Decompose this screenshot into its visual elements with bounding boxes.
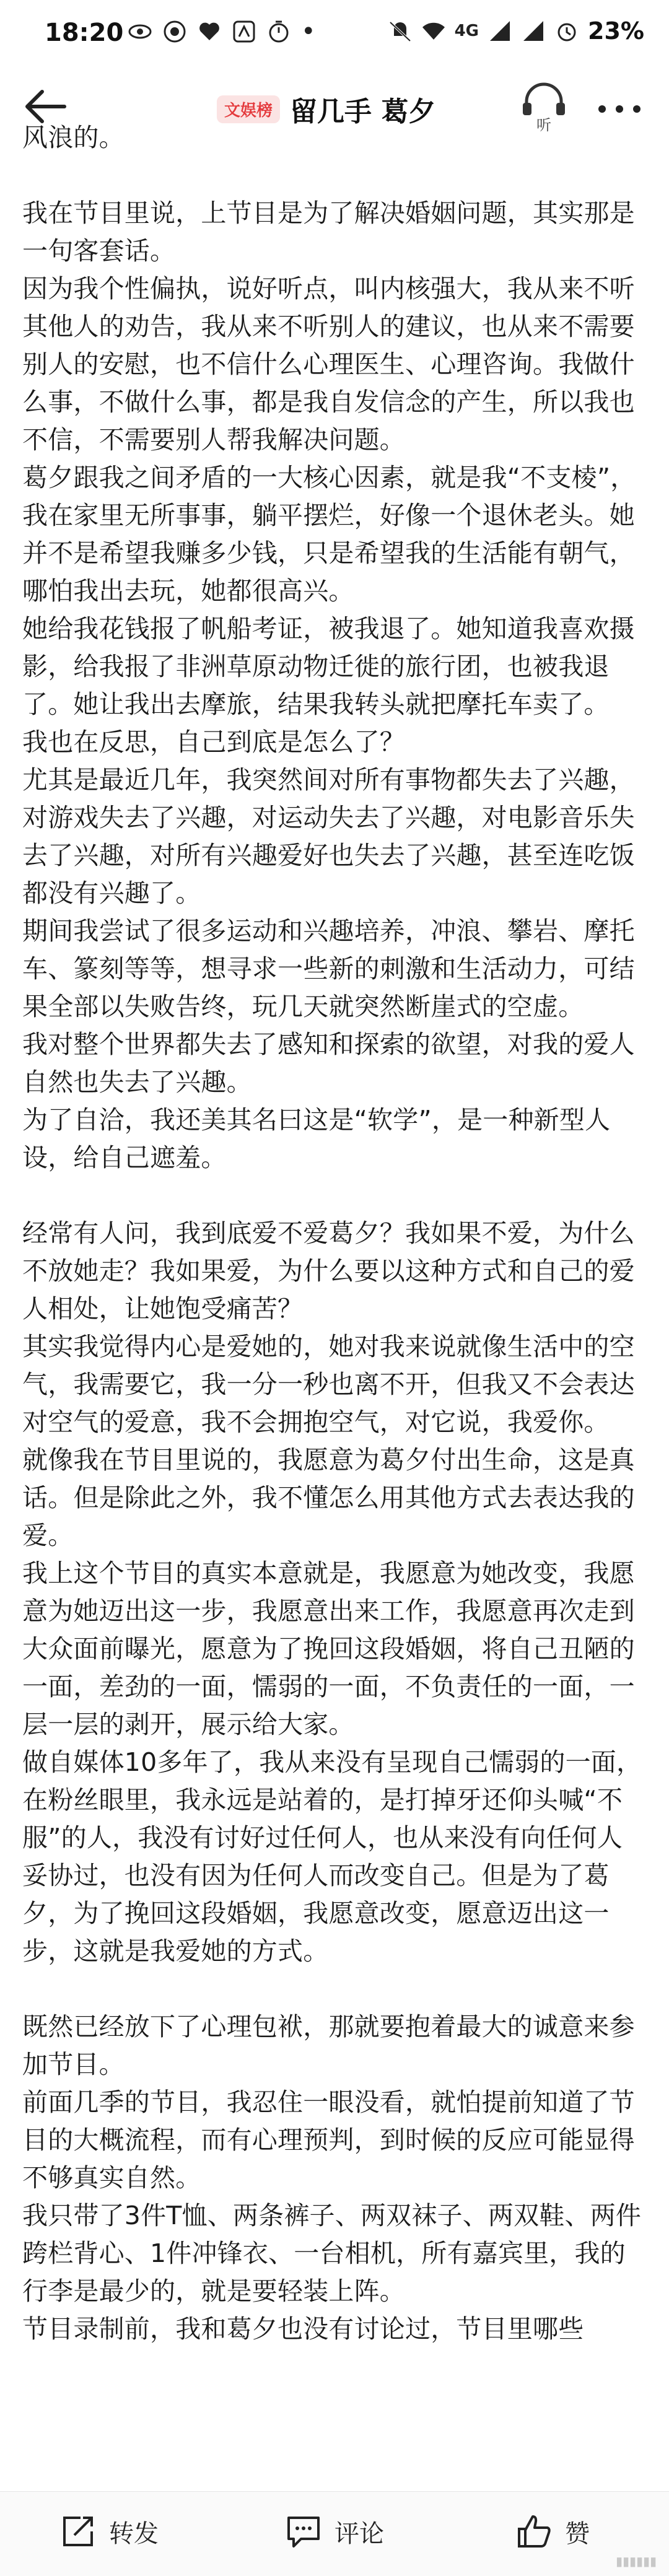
article-paragraph: 期间我尝试了很多运动和兴趣培养，冲浪、攀岩、摩托车、篆刻等等，想寻求一些新的刺激和生活动力，可结果全部以失败告终，玩几天就突然断崖式的空虚。 xyxy=(22,916,635,1021)
timer-icon xyxy=(266,19,291,44)
like-label: 赞 xyxy=(565,2519,590,2548)
listen-label: 听 xyxy=(536,116,551,134)
article-paragraph: 经常有人问，我到底爱不爱葛夕？我如果不爱，为什么不放她走？我如果爱，为什么要以这种方式和自己的爱人相处，让她饱受痛苦？ xyxy=(22,1218,635,1324)
article-paragraph: 前面几季的节目，我忍住一眼没看，就怕提前知道了节目的大概流程，而有心理预判，到时候的反应可能显得不够真实自然。 xyxy=(22,2087,635,2193)
article-paragraph: 葛夕跟我之间矛盾的一大核心因素，就是我“不支棱”，我在家里无所事事，躺平摆烂，好像一个退休老头。她并不是希望我赚多少钱，只是希望我的生活能有朝气，哪怕我出去玩，她都很高兴。 xyxy=(22,463,636,606)
signal-icon xyxy=(488,19,512,43)
article-paragraph: 节目录制前，我和葛夕也没有讨论过，节目里哪些 xyxy=(22,2314,584,2344)
paragraph-gap xyxy=(22,1970,645,2008)
article-paragraph: 风浪的。 xyxy=(22,123,125,152)
heart-icon xyxy=(197,19,222,44)
article-paragraph: 既然已经放下了心理包袱，那就要抱着最大的诚意来参加节目。 xyxy=(22,2012,635,2079)
article-paragraph: 我对整个世界都失去了感知和探索的欲望，对我的爱人自然也失去了兴趣。 xyxy=(22,1029,635,1097)
repost-button[interactable] xyxy=(59,2513,159,2550)
page-title: 留几手 葛夕 xyxy=(290,96,436,128)
signal-2-icon xyxy=(521,19,546,43)
article-paragraph: 她给我花钱报了帆船考证，被我退了。她知道我喜欢摄影，给我报了非洲草原动物迁徙的旅行团，也被我退了。她让我出去摩旅，结果我转头就把摩托车卖了。 xyxy=(22,614,635,719)
article-paragraph: 就像我在节目里说的，我愿意为葛夕付出生命，这是真话。但是除此之外，我不懂怎么用其他方式去表达我的爱。 xyxy=(22,1445,635,1550)
article-paragraph: 尤其是最近几年，我突然间对所有事物都失去了兴趣，对游戏失去了兴趣，对运动失去了兴趣，对电影音乐失去了兴趣，对所有兴趣爱好也失去了兴趣，甚至连吃饭都没有兴趣了。 xyxy=(22,765,635,908)
record-icon xyxy=(162,19,187,44)
bottom-action-bar xyxy=(0,2491,669,2576)
article-paragraph: 做自媒体10多年了，我从来没有呈现自己懦弱的一面，在粉丝眼里，我永远是站着的，是打掉牙还仰头喊“不服”的人，我没有讨好过任何人，也从来没有向任何人妥协过，也没有因为任何人而改变自己。但是为了葛夕，为了挽回这段婚姻，我愿意改变，愿意迈出这一步，这就是我爱她的方式。 xyxy=(22,1747,642,1966)
headphones-icon xyxy=(518,82,570,116)
thumbs-up-icon xyxy=(515,2513,553,2550)
status-bar xyxy=(0,0,669,62)
article-paragraph: 我上这个节目的真实本意就是，我愿意为她改变，我愿意为她迈出这一步，我愿意出来工作，我愿意再次走到大众面前曝光，愿意为了挽回这段婚姻，将自己丑陋的一面，差劲的一面，懦弱的一面，不负责任的一面，一层一层的剥开，展示给大家。 xyxy=(22,1558,635,1739)
network-type: 4G xyxy=(454,22,479,40)
eye-icon xyxy=(128,19,152,44)
like-button[interactable] xyxy=(515,2513,590,2550)
repost-icon xyxy=(59,2513,97,2550)
comment-icon xyxy=(285,2513,322,2550)
more-icon xyxy=(595,103,644,115)
article-paragraph: 我只带了3件T恤、两条裤子、两双袜子、两双鞋、两件跨栏背心、1件冲锋衣、一台相机，所有嘉宾里，我的行李是最少的，就是要轻装上阵。 xyxy=(22,2201,642,2306)
paragraph-gap xyxy=(22,1177,645,1215)
repost-label: 转发 xyxy=(109,2519,159,2548)
status-time: 18:20 xyxy=(45,19,124,47)
watermark: ▮▮▮▮▮▮ xyxy=(615,2554,657,2569)
comment-button[interactable] xyxy=(285,2513,384,2550)
more-notifications-icon: • xyxy=(301,17,316,46)
article-paragraph: 其实我觉得内心是爱她的，她对我来说就像生活中的空气，我需要它，我一分一秒也离不开，但我又不会表达对空气的爱意，我不会拥抱空气，对它说，我爱你。 xyxy=(22,1332,635,1437)
mute-icon xyxy=(388,19,413,43)
article-body xyxy=(22,123,645,2348)
article-paragraph: 为了自洽，我还美其名曰这是“软学”，是一种新型人设，给自己遮羞。 xyxy=(22,1105,611,1172)
battery-percent: 23% xyxy=(588,17,644,45)
alarm-icon xyxy=(554,19,579,43)
article-paragraph: 我也在反思，自己到底是怎么了？ xyxy=(22,727,405,757)
status-notification-icons xyxy=(128,17,316,46)
ranking-badge: 文娱榜 xyxy=(217,95,280,123)
article-paragraph: 我在节目里说，上节目是为了解决婚姻问题，其实那是一句客套话。 xyxy=(22,198,635,266)
article-paragraph: 因为我个性偏执，说好听点，叫内核强大，我从来不听其他人的劝告，我从来不听别人的建议，也从来不需要别人的安慰，也不信什么心理医生、心理咨询。我做什么事，不做什么事，都是我自发信念的产生，所以我也不信，不需要别人帮我解决问题。 xyxy=(22,274,635,455)
paragraph-gap xyxy=(22,157,645,194)
status-system-icons xyxy=(388,17,644,45)
app-notify-icon xyxy=(232,19,256,44)
comment-label: 评论 xyxy=(334,2519,384,2548)
wifi-icon xyxy=(421,19,446,43)
more-button[interactable] xyxy=(595,103,644,115)
